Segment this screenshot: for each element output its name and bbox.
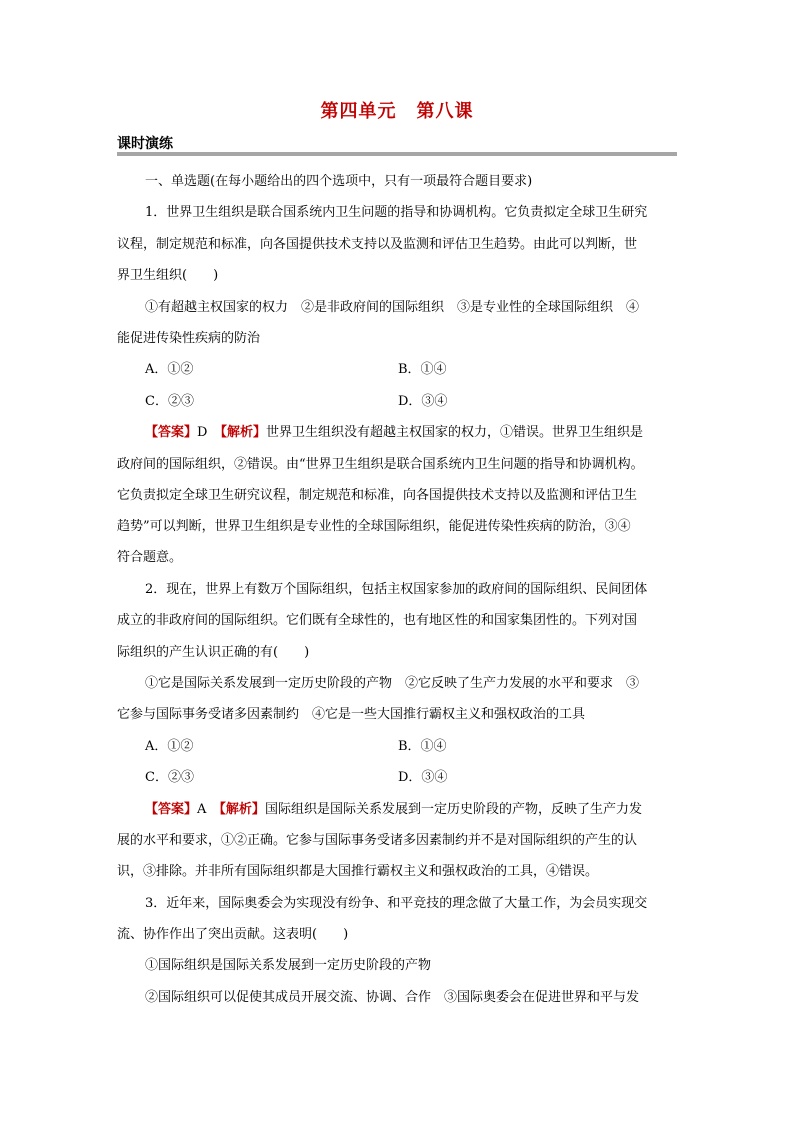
analysis-label: 【解析】 (220, 425, 266, 440)
analysis-text: 世界卫生组织没有超越主权国家的权力，①错误。世界卫生组织是 (265, 425, 643, 440)
question-1-analysis-line: 它负责拟定全球卫生研究议程，制定规范和标准，向各国提供技术支持以及监测和评估卫生 (117, 488, 638, 503)
question-2-option-a: A．①② (145, 739, 194, 754)
question-2-answer-line (145, 802, 707, 818)
question-2-analysis-line: 识，③排除。并非所有国际组织都是大国推行霸权主义和强权政治的工具，④错误。 (117, 864, 599, 879)
question-1-option-c: C．②③ (145, 394, 194, 409)
question-2-stem-line: 成立的非政府间的国际组织。它们既有全球性的，也有地区性的和国家集团性的。下列对国 (117, 613, 638, 628)
question-3-stem-line: 流、协作作出了突出贡献。这表明( ) (117, 927, 349, 942)
question-2-statement-line: 它参与国际事务受诸多因素制约 ④它是一些大国推行霸权主义和强权政治的工具 (117, 707, 586, 722)
question-1-stem-line: 1．世界卫生组织是联合国系统内卫生问题的指导和协调机构。它负责拟定全球卫生研究 (145, 205, 648, 220)
title-unit: 第四单元 (320, 101, 397, 122)
question-1-stem-line: 议程，制定规范和标准，向各国提供技术支持以及监测和评估卫生趋势。由此可以判断，世 (117, 237, 638, 252)
question-3-statement-line: ①国际组织是国际关系发展到一定历史阶段的产物 (145, 958, 432, 973)
page-title (0, 97, 794, 123)
question-2-option-b: B．①④ (398, 739, 447, 754)
instruction-text: 一、单选题(在每小题给出的四个选项中，只有一项最符合题目要求) (145, 174, 533, 189)
question-2-option-c: C．②③ (145, 770, 194, 785)
question-3-stem-line: 3．近年来，国际奥委会为实现没有纷争、和平竞技的理念做了大量工作，为会员实现交 (145, 896, 648, 911)
answer-label: 【答案】 (145, 425, 198, 440)
question-2-statement-line: ①它是国际关系发展到一定历史阶段的产物 ②它反映了生产力发展的水平和要求 ③ (145, 676, 640, 691)
question-1-option-d: D．③④ (398, 394, 448, 409)
answer-label: 【答案】 (145, 802, 198, 817)
question-1-analysis-line: 政府间的国际组织，②错误。由“世界卫生组织是联合国系统内卫生问题的指导和协调机构。 (117, 457, 644, 472)
section-divider (117, 152, 677, 156)
question-1-stem-line: 界卫生组织( ) (117, 268, 219, 283)
question-1-statement-line: ①有超越主权国家的权力 ②是非政府间的国际组织 ③是专业性的全球国际组织 ④ (145, 300, 640, 315)
question-1-analysis-line: 趋势”可以判断，世界卫生组织是专业性的全球国际组织，能促进传染性疾病的防治，③④ (117, 519, 631, 534)
question-3-statement-line: ②国际组织可以促使其成员开展交流、协调、合作 ③国际奥委会在促进世界和平与发 (145, 990, 640, 1005)
question-1-option-a: A．①② (145, 362, 194, 377)
question-2-option-d: D．③④ (398, 770, 448, 785)
question-1-analysis-line: 符合题意。 (117, 550, 183, 565)
section-heading: 课时演练 (117, 136, 173, 152)
analysis-text: 国际组织是国际关系发展到一定历史阶段的产物，反映了生产力发 (264, 802, 642, 817)
answer-value: A (197, 802, 207, 817)
question-1-answer-line (145, 425, 707, 441)
question-2-stem-line: 际组织的产生认识正确的有( ) (117, 645, 310, 660)
question-2-stem-line: 2．现在，世界上有数万个国际组织，包括主权国家参加的政府间的国际组织、民间团体 (145, 582, 648, 597)
analysis-label: 【解析】 (219, 802, 265, 817)
answer-value: D (197, 425, 208, 440)
title-lesson: 第八课 (416, 101, 474, 122)
question-1-statement-line: 能促进传染性疾病的防治 (117, 331, 261, 346)
question-2-analysis-line: 展的水平和要求，①②正确。它参与国际事务受诸多因素制约并不是对国际组织的产生的认 (117, 833, 638, 848)
question-1-option-b: B．①④ (398, 362, 447, 377)
